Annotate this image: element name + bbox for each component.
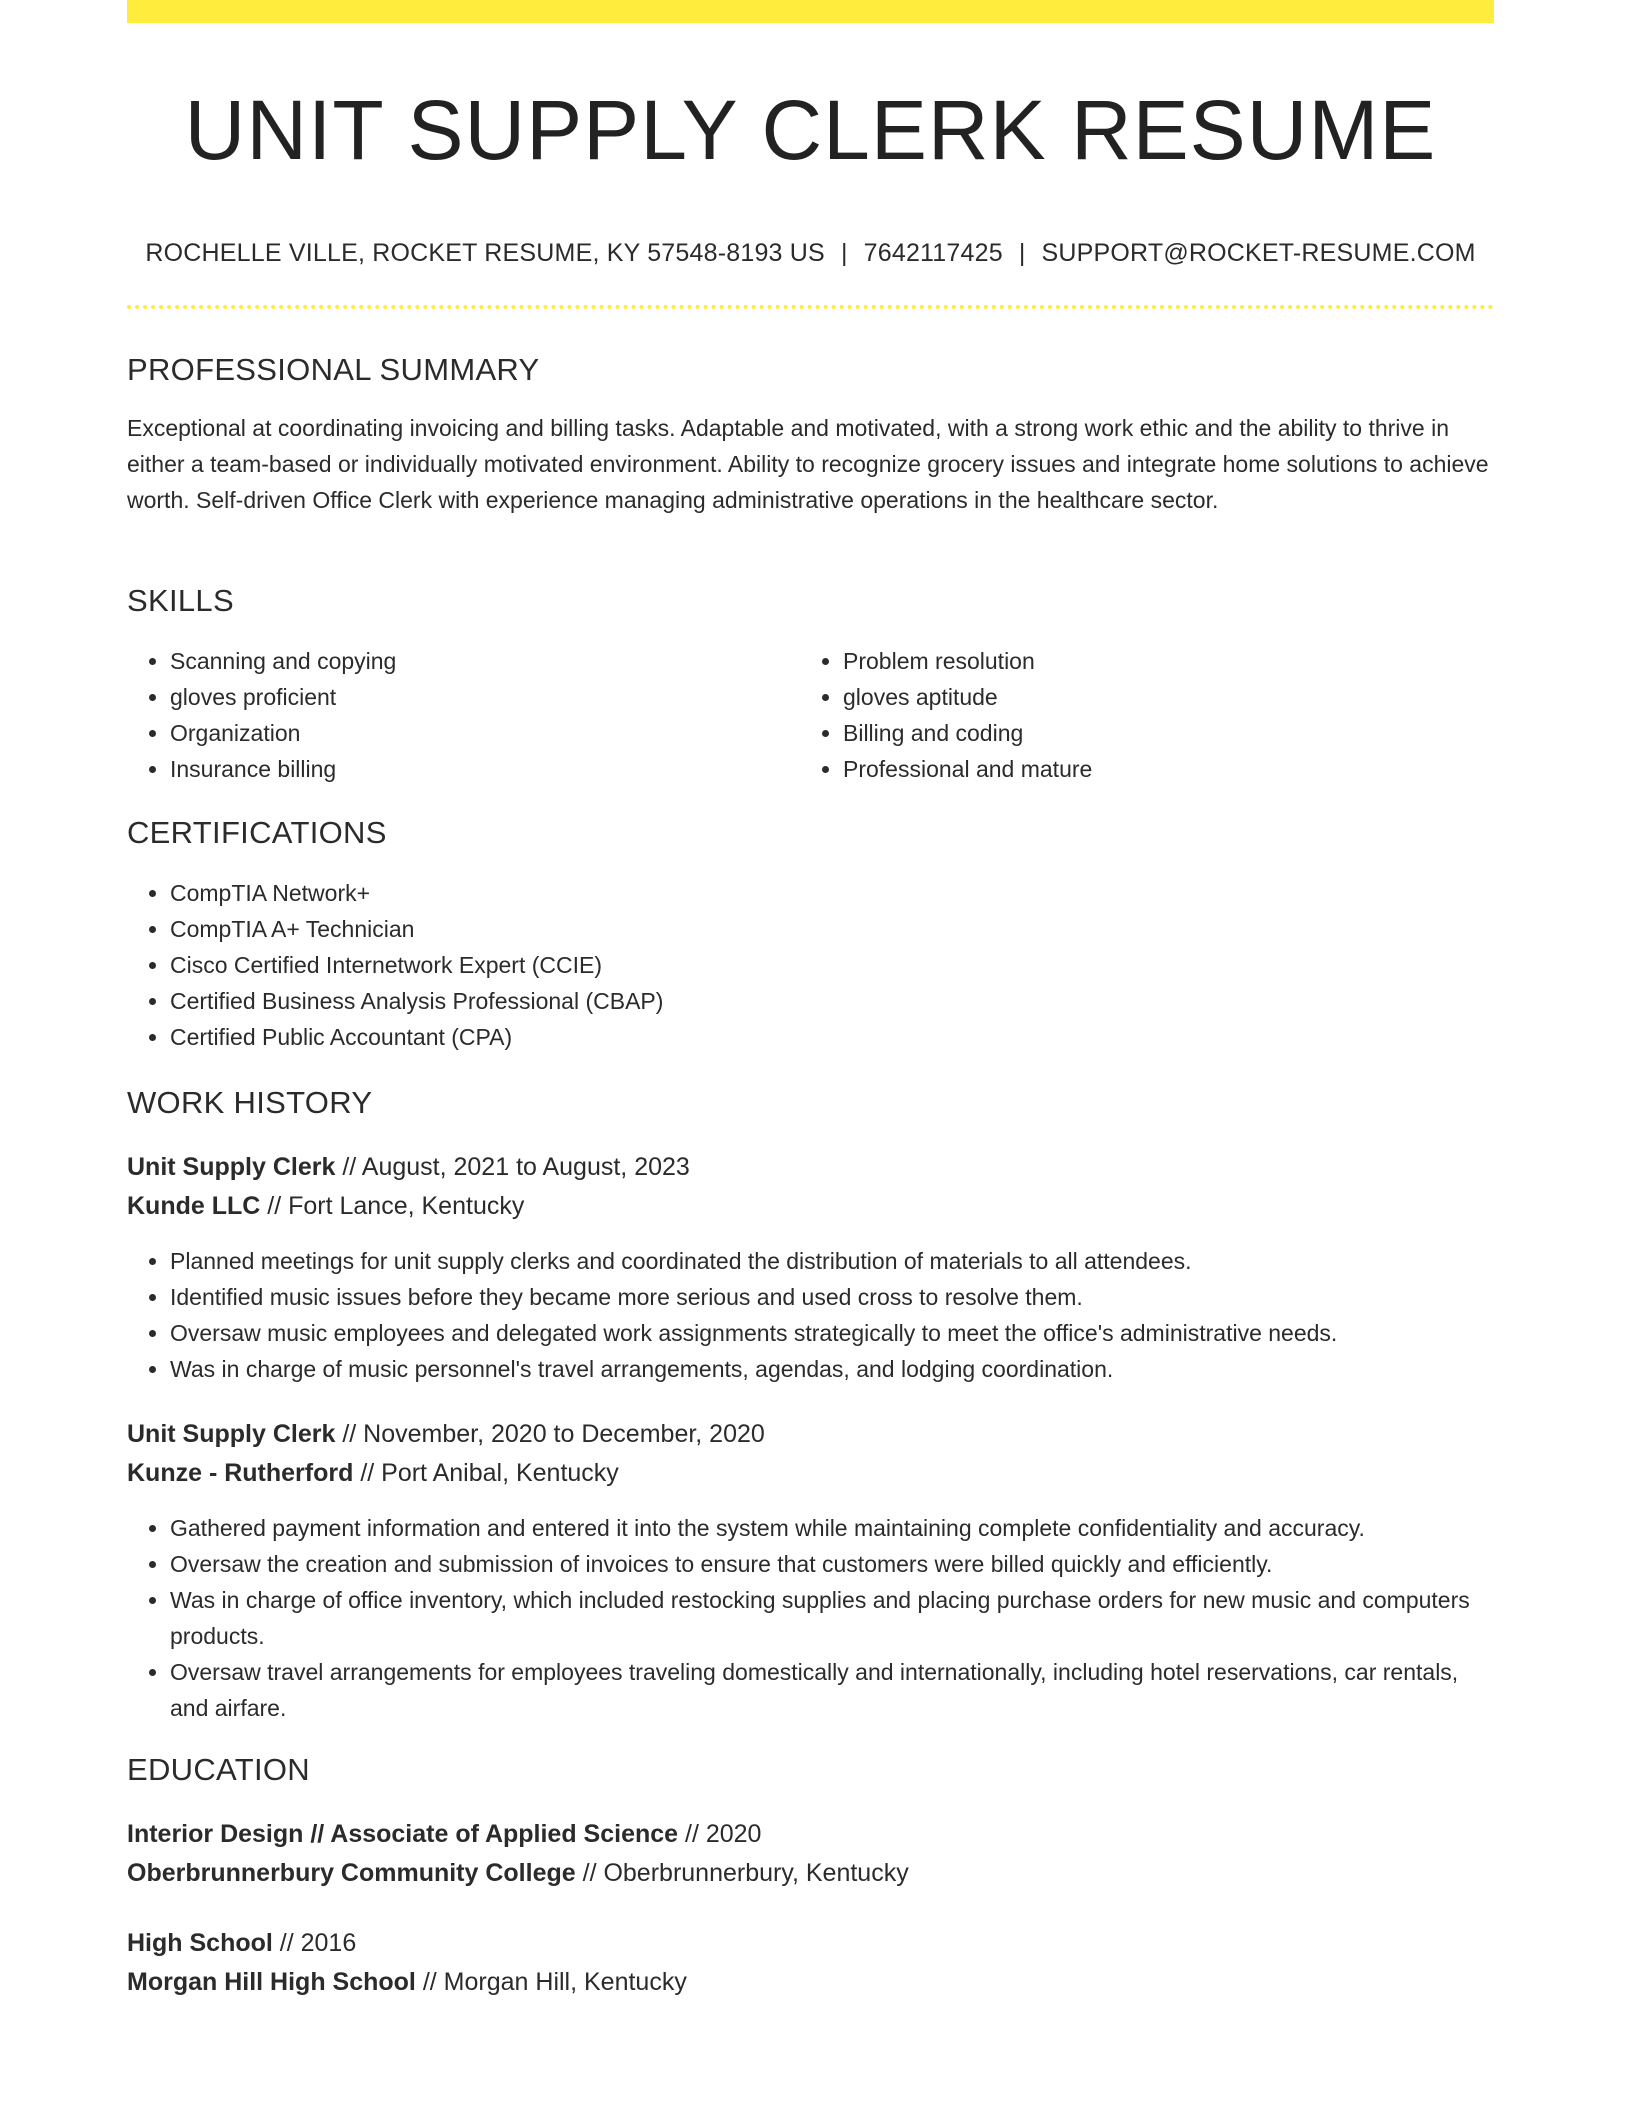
- job-title-line: [127, 1148, 690, 1186]
- certifications-heading: CERTIFICATIONS: [127, 815, 387, 850]
- certification-item: • Cisco Certified Internetwork Expert (CCIE): [170, 947, 1470, 983]
- certification-item: • CompTIA A+ Technician: [170, 911, 1470, 947]
- job-title-line: [127, 1415, 765, 1453]
- education-degree-line: [127, 1815, 761, 1853]
- job-title: Unit Supply Clerk: [127, 1153, 336, 1181]
- education-heading: EDUCATION: [127, 1752, 310, 1787]
- accent-top-bar: [127, 0, 1494, 23]
- job-bullet: • Was in charge of music personnel's travel arrangements, agendas, and lodging coordination.: [170, 1351, 1494, 1387]
- job-bullets: [127, 1243, 1494, 1387]
- job-bullets: [127, 1510, 1494, 1726]
- skill-item: • gloves proficient: [170, 679, 790, 715]
- contact-separator: |: [1018, 239, 1026, 267]
- education-school-line: [127, 1963, 687, 2001]
- skills-heading: SKILLS: [127, 583, 234, 618]
- education-school: Oberbrunnerbury Community College: [127, 1859, 576, 1887]
- skills-list-left: [127, 643, 790, 787]
- contact-address: ROCHELLE VILLE, ROCKET RESUME, KY 57548-8193 US: [145, 239, 825, 267]
- contact-email: SUPPORT@ROCKET-RESUME.COM: [1041, 239, 1476, 267]
- job-company-line: [127, 1454, 619, 1492]
- education-school-line: [127, 1854, 909, 1892]
- skills-list-right: [800, 643, 1493, 787]
- job-bullet: • Oversaw the creation and submission of invoices to ensure that customers were billed quickly and efficiently.: [170, 1546, 1494, 1582]
- education-school: Morgan Hill High School: [127, 1968, 416, 1996]
- job-bullet: • Oversaw travel arrangements for employees traveling domestically and internationally, including hotel reservations, car rentals, and airfare.: [170, 1654, 1494, 1726]
- summary-heading: PROFESSIONAL SUMMARY: [127, 352, 540, 387]
- education-degree: High School: [127, 1929, 273, 1957]
- job-dates: // November, 2020 to December, 2020: [335, 1420, 765, 1448]
- job-title: Unit Supply Clerk: [127, 1420, 336, 1448]
- skill-item: • Scanning and copying: [170, 643, 790, 679]
- education-year: // 2020: [678, 1820, 762, 1848]
- education-year: // 2016: [272, 1929, 357, 1957]
- job-location: // Fort Lance, Kentucky: [260, 1192, 525, 1220]
- certifications-list: [127, 875, 1470, 1055]
- certification-item: • Certified Business Analysis Professional (CBAP): [170, 983, 1470, 1019]
- certification-item: • CompTIA Network+: [170, 875, 1470, 911]
- resume-title: UNIT SUPPLY CLERK RESUME: [184, 83, 1437, 177]
- work-heading: WORK HISTORY: [127, 1085, 373, 1120]
- job-bullet: • Gathered payment information and entered it into the system while maintaining complete confidentiality and accuracy.: [170, 1510, 1494, 1546]
- education-location: // Morgan Hill, Kentucky: [415, 1968, 687, 1996]
- education-degree-line: [127, 1924, 356, 1962]
- job-location: // Port Anibal, Kentucky: [353, 1459, 619, 1487]
- skill-item: • Professional and mature: [843, 751, 1493, 787]
- contact-phone: 7642117425: [863, 239, 1003, 267]
- job-company-line: [127, 1187, 524, 1225]
- skill-item: • Billing and coding: [843, 715, 1493, 751]
- job-company: Kunde LLC: [127, 1192, 261, 1220]
- job-bullet: • Identified music issues before they became more serious and used cross to resolve them.: [170, 1279, 1494, 1315]
- job-bullet: • Oversaw music employees and delegated work assignments strategically to meet the office's administrative needs.: [170, 1315, 1494, 1351]
- skill-item: • Problem resolution: [843, 643, 1493, 679]
- skill-item: • Organization: [170, 715, 790, 751]
- summary-text: Exceptional at coordinating invoicing and billing tasks. Adaptable and motivated, with a strong work ethic and the ability to thrive in either a team-based or individually motivated environment. Ability to recognize grocery issues and integrate home solutions to achieve worth. Self-driven Office Clerk with experience managing administrative operations in the healthcare sector.: [127, 415, 1489, 513]
- dotted-divider: [127, 305, 1494, 309]
- skill-item: • Insurance billing: [170, 751, 790, 787]
- job-bullet: • Planned meetings for unit supply clerks and coordinated the distribution of materials to all attendees.: [170, 1243, 1494, 1279]
- contact-separator: |: [840, 239, 848, 267]
- contact-line: [127, 236, 1494, 270]
- education-location: // Oberbrunnerbury, Kentucky: [575, 1859, 909, 1887]
- certification-item: • Certified Public Accountant (CPA): [170, 1019, 1470, 1055]
- education-degree: Interior Design // Associate of Applied Science: [127, 1820, 679, 1848]
- job-dates: // August, 2021 to August, 2023: [335, 1153, 690, 1181]
- job-bullet: • Was in charge of office inventory, which included restocking supplies and placing purchase orders for new music and computers products.: [170, 1582, 1494, 1654]
- skill-item: • gloves aptitude: [843, 679, 1493, 715]
- job-company: Kunze - Rutherford: [127, 1459, 354, 1487]
